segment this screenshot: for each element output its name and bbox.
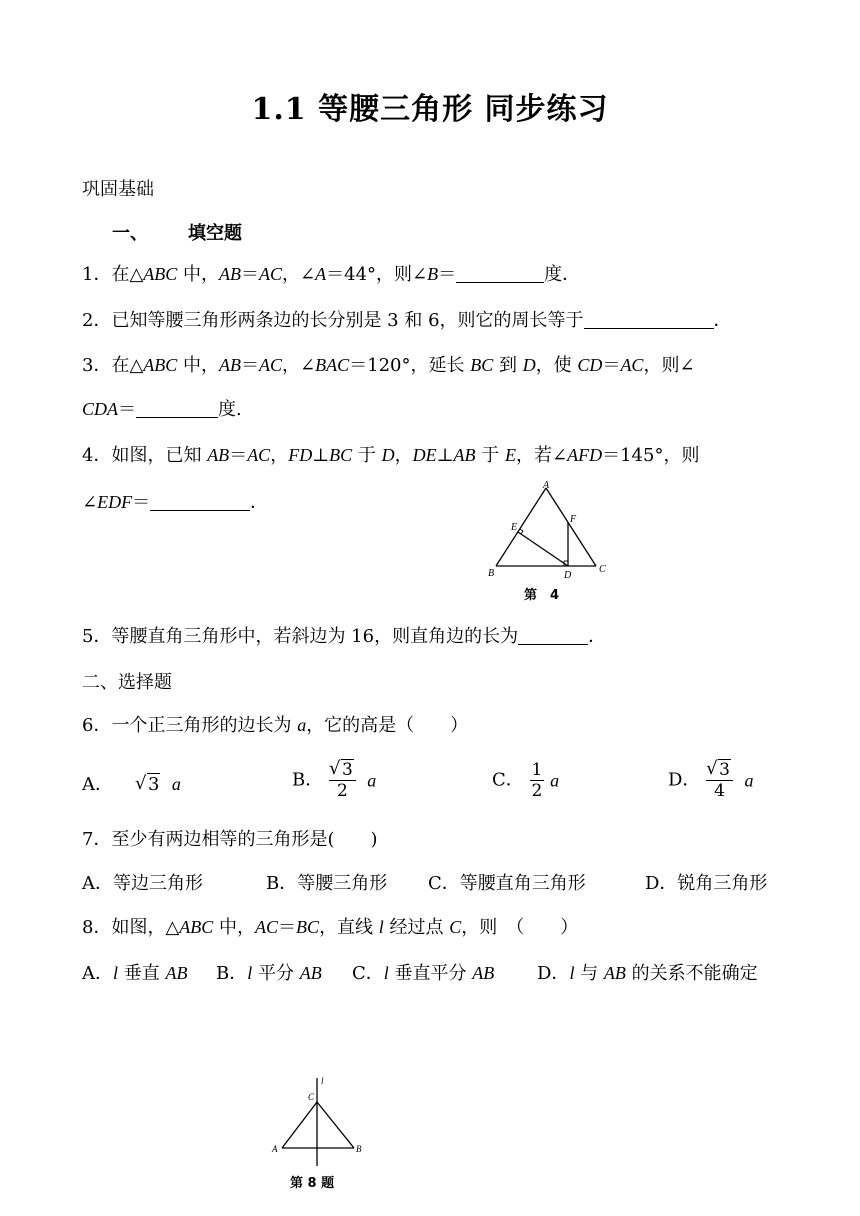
question-3-line-2 [82,397,242,422]
text-fragment: D [381,445,395,465]
text-fragment: 于 [475,445,505,466]
text-fragment: ，直线 [319,917,379,938]
text-fragment: 的关系不能确定 [625,963,758,984]
text-fragment: ∠ [82,492,98,513]
text-fragment: BC [329,445,353,465]
text-fragment: 1．在△ [82,264,144,285]
part2-heading: 二、选择题 [82,672,172,693]
text-fragment: 2 [336,781,348,801]
text-fragment: l [569,963,575,983]
text-fragment: 到 [493,355,523,376]
figure-4-caption: 第 4 [524,588,560,603]
text-fragment: 3 [719,760,730,780]
text-fragment: l [113,963,119,983]
text-fragment: 垂直平分 [388,963,473,984]
fig4-label-d: D [564,570,572,581]
text-fragment: ， [394,445,413,466]
text-fragment: 度. [218,399,242,420]
text-fragment: 与 [574,963,604,984]
part1-label: 填空题 [188,223,242,244]
text-fragment: CD [577,355,603,375]
text-fragment: D． [537,963,570,984]
text-fragment: ，∠ [282,264,316,285]
text-fragment: ． [588,626,607,647]
text-fragment: 5．等腰直角三角形中，若斜边为 16，则直角边的长为 [82,626,519,647]
text-fragment: ＝ [438,264,457,285]
text-fragment: ，则∠ [643,355,695,376]
text-fragment: ＝ [132,492,151,513]
question-6-stem [82,713,468,738]
option-8c[interactable] [352,961,494,986]
page-title: 1.1 等腰三角形 同步练习 [251,92,609,127]
text-fragment: AC [259,264,283,284]
option-7b[interactable]: B．等腰三角形 [266,873,388,894]
question-5 [82,624,606,649]
text-fragment: a [550,770,560,791]
part1-number: 一、 [112,223,148,244]
text-fragment: 中， [177,264,220,285]
text-fragment: l [378,917,384,937]
text-fragment: a [744,770,754,791]
option-6b[interactable] [292,760,376,801]
text-fragment: ABC [143,264,178,284]
text-fragment: 3．在△ [82,355,144,376]
fig4-label-e: E [511,522,518,533]
text-fragment: BAC [315,355,350,375]
text-fragment: ＝44°，则∠ [326,264,428,285]
question-3-line-1 [82,353,695,378]
text-fragment: AB [453,445,476,465]
text-fragment: 3 [341,760,353,780]
text-fragment: a [297,715,307,735]
text-fragment: AC [259,355,283,375]
option-7a[interactable]: A．等边三角形 [82,873,203,894]
option-8d[interactable] [537,961,758,986]
text-fragment: BC [470,355,494,375]
text-fragment: l [383,963,389,983]
text-fragment: AC [620,355,644,375]
answer-blank-2[interactable] [584,308,714,329]
text-fragment: ． [250,492,269,513]
text-fragment: D [522,355,536,375]
side-ca [282,1102,317,1148]
text-fragment: 经过点 [383,917,450,938]
figure-8-diagram [268,1074,368,1170]
text-fragment: 于 [352,445,382,466]
fig8-label-b: B [356,1144,362,1154]
option-6d[interactable] [668,760,753,801]
answer-blank-5[interactable] [518,624,588,645]
fig8-label-l: l [321,1076,324,1086]
text-fragment: A． [82,774,113,795]
text-fragment: 3 [148,774,160,795]
text-fragment: ＝ [229,445,248,466]
fig4-label-b: B [488,568,495,579]
text-fragment: l [247,963,253,983]
fig8-label-c: C [308,1092,315,1102]
text-fragment: 8．如图，△ [82,917,180,938]
question-4-line-2 [82,490,268,515]
question-7-stem: 7．至少有两边相等的三角形是( ) [82,829,378,850]
text-fragment: ，∠ [282,355,316,376]
answer-blank-3[interactable] [136,397,218,418]
text-fragment: BC [296,917,320,937]
fig4-label-f: F [570,514,577,525]
text-fragment: 度． [544,264,581,285]
text-fragment: 平分 [252,963,300,984]
text-fragment: ，则 （ ） [461,917,579,938]
text-fragment: B． [292,769,324,791]
option-8b[interactable] [216,961,322,986]
text-fragment: ＝ [241,264,260,285]
text-fragment: ． [713,310,732,331]
question-4-line-1 [82,443,699,468]
part1-heading [112,219,242,245]
option-8a[interactable] [82,961,187,986]
text-fragment: ＝ [602,355,621,376]
text-fragment: 1 [531,760,543,780]
text-fragment: AC [247,445,271,465]
text-fragment: ⊥ [436,445,454,466]
option-6c[interactable] [492,760,559,801]
text-fragment: CDA [82,399,118,419]
text-fragment: AC [255,917,279,937]
option-7d[interactable]: D．锐角三角形 [645,873,768,894]
question-2 [82,308,732,333]
text-fragment: ， [270,445,289,466]
section-heading: 巩固基础 [82,179,154,200]
text-fragment: 垂直 [118,963,166,984]
question-1 [82,262,580,287]
text-fragment: ABC [179,917,214,937]
segment-de [518,532,568,566]
text-fragment: DE [412,445,437,465]
text-fragment: AB [165,963,188,983]
text-fragment: C [449,917,462,937]
side-ab [496,488,546,566]
text-fragment: AB [472,963,495,983]
text-fragment: 6．一个正三角形的边长为 [82,715,298,736]
answer-blank-4[interactable] [150,490,250,511]
text-fragment: A． [82,963,113,984]
text-fragment: C． [492,769,524,791]
text-fragment: ＝ [241,355,260,376]
text-fragment: ＝120°，延长 [349,355,471,376]
text-fragment: ，它的高是（ ） [306,715,469,736]
text-fragment: FD [288,445,313,465]
text-fragment: EDF [97,492,133,512]
text-fragment: ABC [143,355,178,375]
option-7c[interactable]: C．等腰直角三角形 [428,873,586,894]
text-fragment: B． [216,963,248,984]
text-fragment: AB [219,264,242,284]
text-fragment: 中， [177,355,220,376]
fig4-label-a: A [543,480,550,491]
text-fragment: AB [207,445,230,465]
fig8-label-a: A [272,1144,278,1154]
text-fragment: ＝ [278,917,297,938]
text-fragment: ，若∠ [516,445,568,466]
figure-4-diagram [480,478,620,582]
text-fragment: C． [352,963,384,984]
answer-blank-1[interactable] [456,262,544,283]
text-fragment: A [315,264,327,284]
text-fragment: AB [219,355,242,375]
side-cb [317,1102,354,1148]
text-fragment: AB [299,963,322,983]
text-fragment: B [427,264,439,284]
text-fragment: AFD [567,445,603,465]
text-fragment: D． [668,769,701,791]
text-fragment: ⊥ [312,445,330,466]
text-fragment: a [367,770,377,791]
text-fragment: ＝ [118,399,136,420]
option-6a[interactable] [82,772,181,797]
figure-8-caption: 第 8 题 [290,1176,335,1191]
text-fragment: 中， [213,917,256,938]
fig4-label-c: C [599,564,606,575]
text-fragment: E [505,445,516,465]
text-fragment: ＝145°，则 [602,445,700,466]
text-fragment: 2 [531,781,543,801]
text-fragment: 4．如图，已知 [82,445,208,466]
text-fragment: 4 [714,781,725,801]
text-fragment: 2．已知等腰三角形两条边的长分别是 3 和 6，则它的周长等于 [82,310,584,331]
text-fragment: ，使 [535,355,578,376]
question-8-stem [82,915,578,940]
side-ac [546,488,596,566]
text-fragment: AB [603,963,626,983]
text-fragment: a [171,774,181,794]
